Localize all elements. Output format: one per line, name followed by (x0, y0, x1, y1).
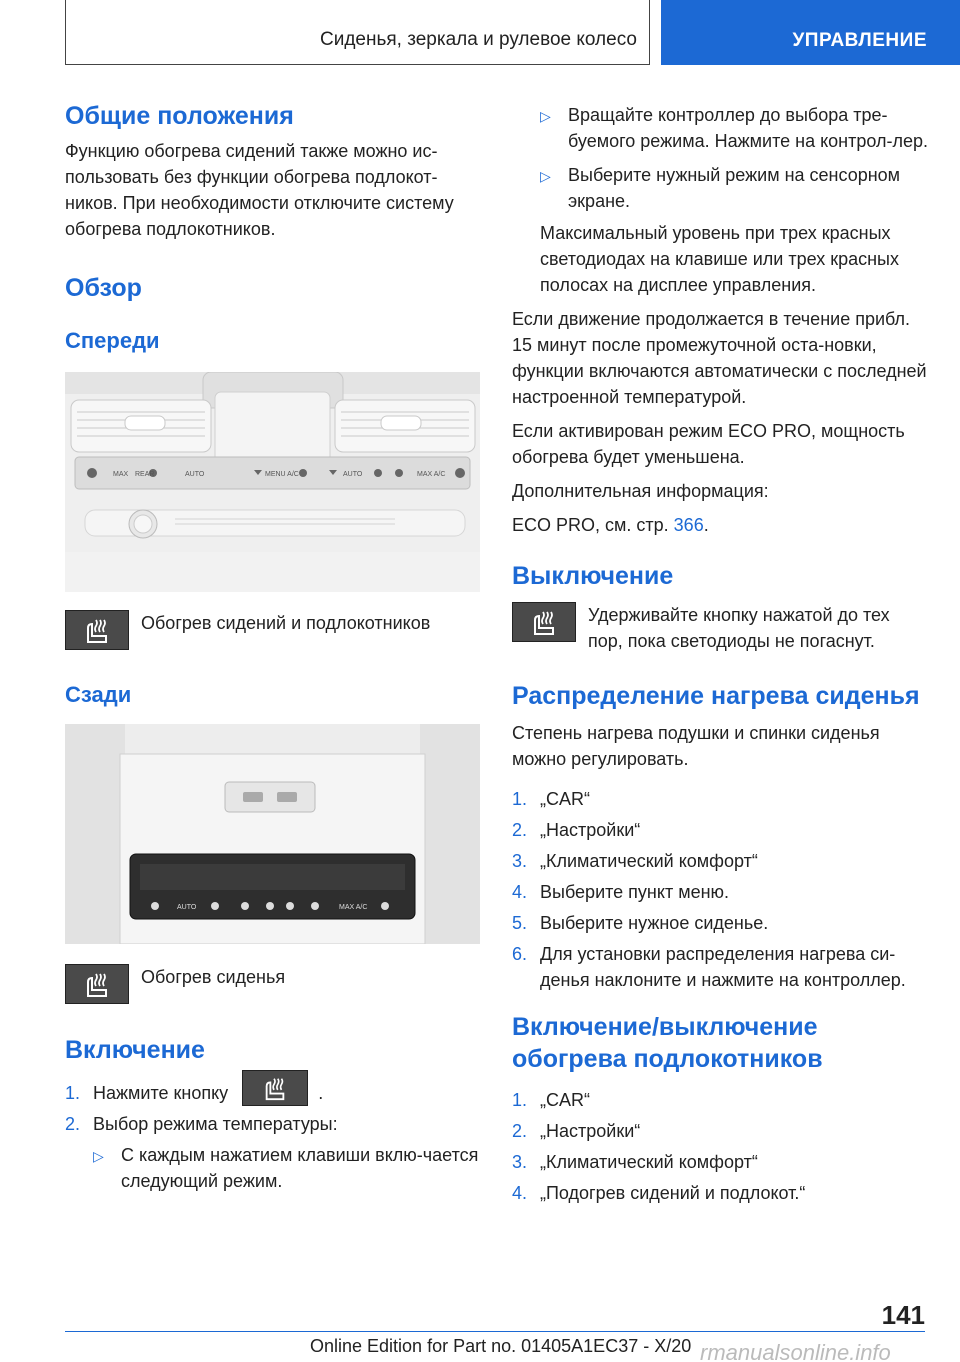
armrest-heading: Включение/выключение обогрева подлокотников (512, 1013, 823, 1073)
header-chapter-title: УПРАВЛЕНИЕ (792, 30, 927, 51)
front-caption-row (65, 610, 485, 650)
front-panel-label-max: MAX (113, 471, 129, 478)
distribution-steps (512, 786, 932, 993)
footer-edition: Online Edition for Part no. 01405A1EC37 - X/20 (310, 1336, 692, 1356)
list-item: 3. „Климатический комфорт“ (512, 1152, 758, 1172)
list-item: 2. Выбор режима температуры: (65, 1114, 338, 1134)
list-item: 1. Нажмите кнопку . (65, 1080, 485, 1106)
more-info-label: Дополнительная информация: (512, 481, 769, 501)
eco-pro-text: Если активирован режим ECO PRO, мощность обогрева будет уменьшена. (512, 421, 905, 467)
list-item: 2. „Настройки“ (512, 1121, 641, 1141)
off-seat-heat-icon (512, 602, 576, 642)
rear-seat-heat-icon (65, 964, 129, 1004)
off-text: Удерживайте кнопку нажатой до тех пор, пока светодиоды не погаснут. (588, 605, 890, 651)
eco-pro-reference: ECO PRO, см. стр. 366. (512, 515, 709, 535)
left-column (65, 100, 485, 1200)
front-console-image (65, 372, 480, 592)
rear-panel-label-auto: AUTO (177, 904, 197, 911)
list-item: 4. „Подогрев сидений и подлокот.“ (512, 1183, 806, 1203)
rear-console-illustration (65, 724, 480, 944)
front-panel-label-auto: AUTO (185, 471, 205, 478)
overview-heading: Обзор (65, 274, 142, 302)
on-steps (65, 1080, 485, 1137)
off-row (512, 602, 932, 654)
list-item: 2. „Настройки“ (512, 820, 641, 840)
mode-bullets (540, 102, 932, 214)
on-heading: Включение (65, 1036, 205, 1064)
front-heading: Спереди (65, 328, 160, 353)
rear-caption-row (65, 964, 485, 1004)
right-column (512, 102, 932, 1211)
watermark: rmanualsonline.info (700, 1340, 891, 1362)
on-bullets (93, 1142, 485, 1194)
armrest-steps (512, 1087, 932, 1206)
front-panel-label-rear: REAR (135, 471, 155, 478)
list-item: 3. „Климатический комфорт“ (512, 851, 758, 871)
header-section-title: Сиденья, зеркала и рулевое колесо (320, 29, 637, 50)
general-heading: Общие положения (65, 102, 294, 130)
list-item: 1. „CAR“ (512, 1090, 590, 1110)
off-heading: Выключение (512, 562, 674, 590)
front-panel-label-auto-right: AUTO (343, 471, 363, 478)
rear-heading: Сзади (65, 682, 132, 707)
general-text: Функцию обогрева сидений также можно ис-пользовать без функции обогрева подлокот-ников. При необходимости отключите систему обогрева подлокотников. (65, 141, 454, 239)
triangle-bullet-icon: ▷ (93, 1148, 104, 1164)
rear-console-image (65, 724, 480, 944)
front-panel-label-maxac: MAX A/C (417, 471, 446, 478)
list-item: ▷ Вращайте контроллер до выбора тре-буемого режима. Нажмите на контрол-лер. (540, 102, 932, 154)
header-chapter-tab[interactable] (661, 0, 960, 65)
page-link-366[interactable]: 366 (673, 515, 704, 535)
rear-caption: Обогрев сиденья (141, 967, 286, 987)
max-level-text: Максимальный уровень при трех красных светодиодах на клавише или трех красных полосах на дисплее управления. (540, 223, 899, 295)
header-section-box (65, 0, 650, 65)
front-console-illustration (65, 372, 480, 592)
distribution-text: Степень нагрева подушки и спинки сиденья можно регулировать. (512, 723, 880, 769)
list-item: 5. Выберите нужное сиденье. (512, 913, 769, 933)
list-item: ▷ Выберите нужный режим на сенсорном экране. (540, 162, 932, 214)
front-caption: Обогрев сидений и подлокотников (141, 613, 431, 633)
front-panel-label-menu: MENU A/C (265, 471, 299, 478)
page-number: 141 (881, 1300, 925, 1330)
list-item: 6. Для установки распределения нагрева си-денья наклоните и нажмите на контроллер. (512, 944, 906, 990)
list-item: 1. „CAR“ (512, 789, 590, 809)
footer-divider (65, 1331, 925, 1332)
triangle-bullet-icon: ▷ (540, 108, 551, 124)
seat-heat-button-icon (242, 1070, 308, 1106)
list-item: 4. Выберите пункт меню. (512, 882, 730, 902)
distribution-heading: Распределение нагрева сиденья (512, 682, 920, 710)
list-item: ▷ С каждым нажатием клавиши вклю-чается следующий режим. (93, 1142, 485, 1194)
seat-heat-icon (65, 610, 129, 650)
rear-panel-label-maxac: MAX A/C (339, 904, 368, 911)
triangle-bullet-icon: ▷ (540, 168, 551, 184)
auto-resume-text: Если движение продолжается в течение прибл. 15 минут после промежуточной оста-новки, функции включаются автоматически с последней настроенной температурой. (512, 309, 927, 407)
